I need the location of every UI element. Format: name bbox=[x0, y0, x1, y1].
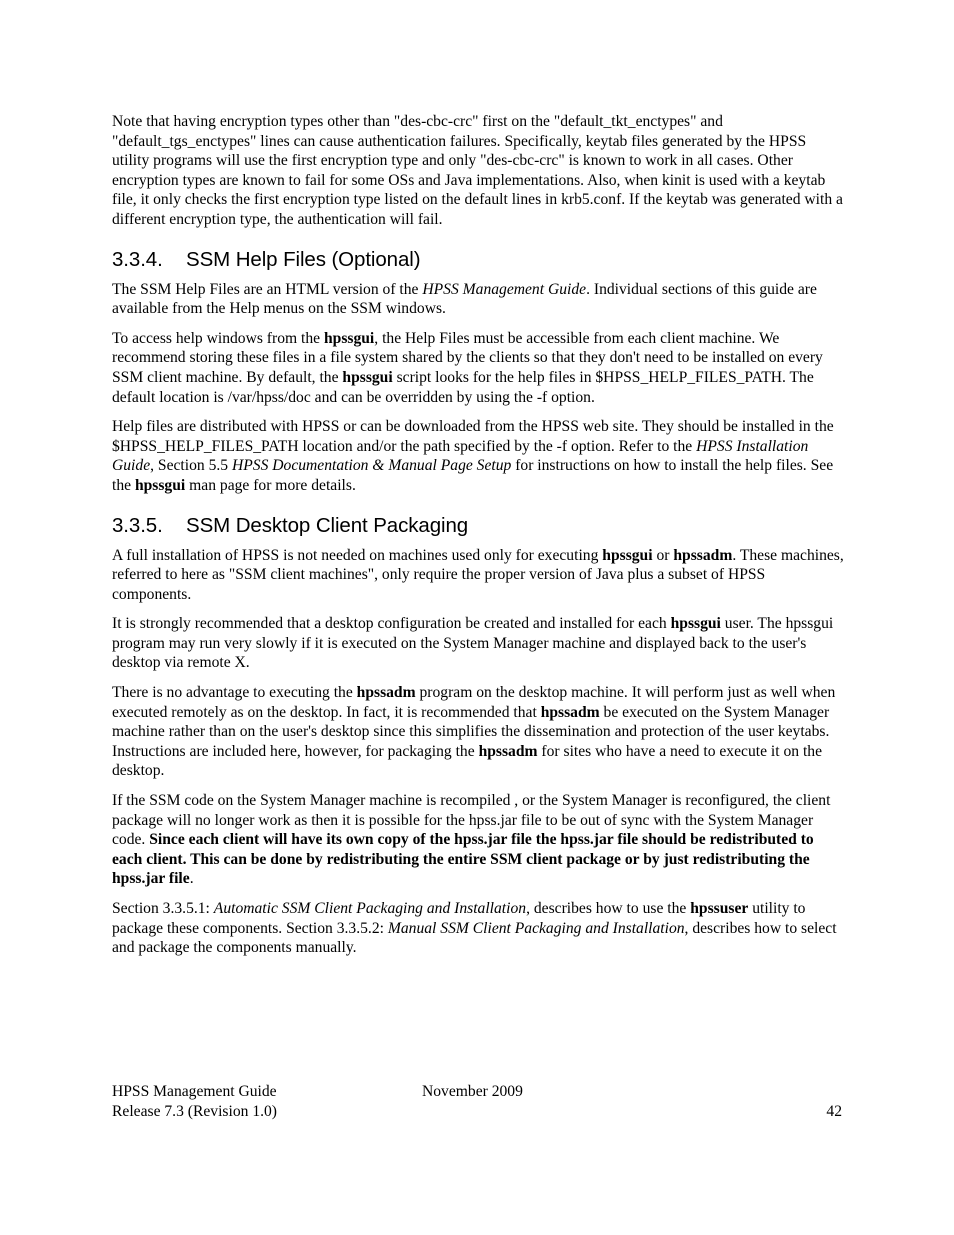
footer-guide-name: HPSS Management Guide bbox=[112, 1083, 277, 1100]
section-reference: Automatic SSM Client Packaging and Installation bbox=[213, 900, 527, 917]
section-heading-3-3-5 bbox=[112, 514, 844, 538]
page-footer bbox=[112, 1082, 844, 1122]
command-name: hpssgui bbox=[670, 615, 721, 633]
packaging-paragraph-5: Section 3.3.5.1: Automatic SSM Client Packaging and Installation, describes how to use the hpssuser utility to package these components. Section 3.3.5.2: Manual SSM Client Packaging and Installation, describes how to select and package the components manually. bbox=[112, 900, 837, 957]
command-name: hpssgui bbox=[323, 329, 375, 347]
packaging-paragraph-2: It is strongly recommended that a desktop configuration be created and installed for each hpssgui user. The hpssgui program may run very slowly if it is executed on the System Manager machine and displayed back to the user's desktop via remote X. bbox=[112, 615, 834, 672]
command-name: hpssadm bbox=[356, 684, 416, 702]
command-name: hpssgui bbox=[342, 368, 393, 386]
packaging-paragraph-3: There is no advantage to executing the hpssadm program on the desktop machine. It will perform just as well when executed remotely as on the desktop. In fact, it is recommended that hpssadm be executed on the System Manager machine rather than on the user's desktop since this simplifies the dissemination and protection of the user keytabs. Instructions are included here, however, for packaging the hpssadm for sites who have a need to execute it on the desktop. bbox=[112, 684, 836, 780]
footer-release: Release 7.3 (Revision 1.0) bbox=[112, 1103, 277, 1120]
section-heading-3-3-4 bbox=[112, 248, 844, 272]
footer-row-1 bbox=[112, 1082, 844, 1102]
section-number: 3.3.5. bbox=[112, 513, 163, 537]
section-title: SSM Desktop Client Packaging bbox=[186, 513, 469, 537]
packaging-paragraph-1: A full installation of HPSS is not needed on machines used only for executing hpssgui or hpssadm. These machines, referred to here as "SSM client machines", only require the proper version of Java plus a subset of HPSS components. bbox=[112, 546, 844, 603]
command-name: hpssadm bbox=[540, 703, 600, 721]
help-files-paragraph-3: Help files are distributed with HPSS or can be downloaded from the HPSS web site. They should be installed in the $HPSS_HELP_FILES_PATH location and/or the path specified by the -f option. Refer to the HPSS Installation Guide, Section 5.5 HPSS Documentation & Manual Page Setup for instructions on how to install the help files. See the hpssgui man page for more details. bbox=[112, 418, 834, 494]
guide-title: HPSS Installation Guide bbox=[112, 437, 809, 475]
intro-paragraph: Note that having encryption types other than "des-cbc-crc" first on the "default_tkt_enctypes" and "default_tgs_enctypes" lines can cause authentication failures. Specifically, keytab files generated by the HPSS utility programs will use the first encryption type and only "des-cbc-crc" is known to work in all cases. Other encryption types are known to fail for some OSs and Java implementations. Also, when kinit is used with a keytab file, it only checks the first encryption type listed on the default lines in krb5.conf. If the keytab was generated with a different encryption type, the authentication will fail. bbox=[112, 113, 843, 228]
footer-date: November 2009 bbox=[422, 1083, 523, 1100]
section-number: 3.3.4. bbox=[112, 247, 163, 271]
footer-row-2 bbox=[112, 1102, 844, 1122]
command-name: hpssuser bbox=[690, 900, 749, 917]
section-reference: HPSS Documentation & Manual Page Setup bbox=[231, 457, 512, 475]
section-reference: Manual SSM Client Packaging and Installation bbox=[387, 919, 685, 937]
command-name: hpssadm bbox=[673, 546, 733, 564]
command-name: hpssadm bbox=[478, 742, 538, 760]
command-name: hpssgui bbox=[602, 546, 653, 564]
help-files-paragraph-1: The SSM Help Files are an HTML version of the HPSS Management Guide. Individual sections of this guide are available from the Help menus on the SSM windows. bbox=[112, 280, 817, 318]
document-page bbox=[112, 112, 844, 968]
section-title: SSM Help Files (Optional) bbox=[186, 247, 421, 271]
packaging-paragraph-4: If the SSM code on the System Manager machine is recompiled , or the System Manager is reconfigured, the client package will no longer work as then it is possible for the hpss.jar file to be out of sync with the System Manager code. Since each client will have its own copy of the hpss.jar file the hpss.jar file should be redistributed to each client. This can be done by redistributing the entire SSM client package or by just redistributing the hpss.jar file. bbox=[112, 792, 831, 888]
guide-title: HPSS Management Guide bbox=[422, 280, 587, 298]
page-number: 42 bbox=[826, 1103, 842, 1120]
command-name: hpssgui bbox=[134, 476, 186, 494]
emphasis-text: Since each client will have its own copy of the hpss.jar file the hpss.jar file should be redistributed to each client. This can be done by redistributing the entire SSM client package or by just redistributing the hpss.jar file bbox=[112, 831, 814, 888]
help-files-paragraph-2: To access help windows from the hpssgui, the Help Files must be accessible from each client machine. We recommend storing these files in a file system shared by the clients so that they don't need to be installed on every SSM client machine. By default, the hpssgui script looks for the help files in $HPSS_HELP_FILES_PATH. The default location is /var/hpss/doc and can be overridden by using the -f option. bbox=[112, 329, 823, 406]
